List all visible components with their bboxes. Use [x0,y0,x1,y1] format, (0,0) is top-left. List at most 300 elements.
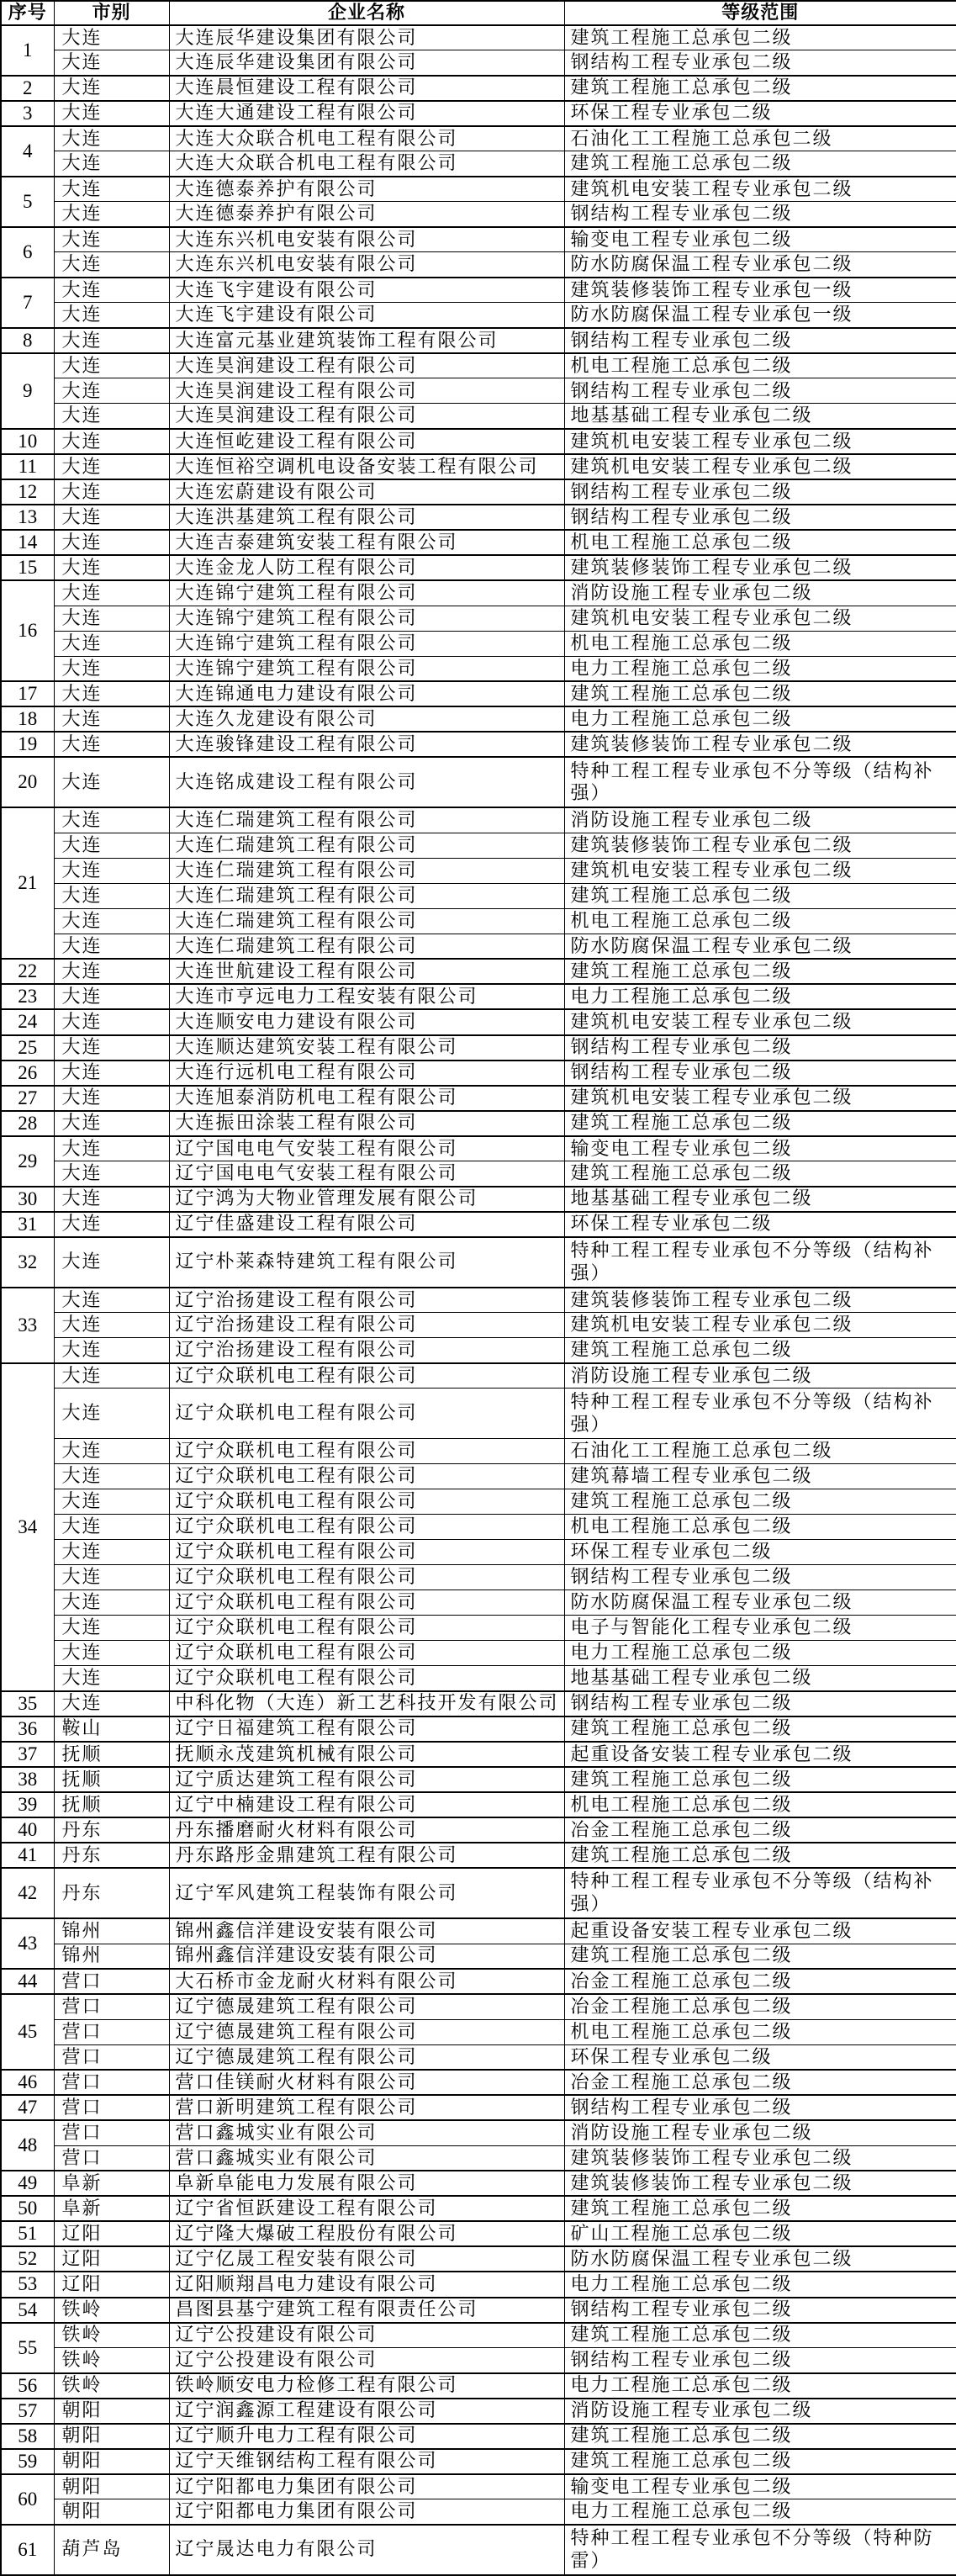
grade-cell: 建筑工程施工总承包二级 [564,1338,956,1363]
company-cell: 辽宁佳盛建设工程有限公司 [169,1212,564,1237]
table-row [1,2424,956,2449]
table-row [1,1515,956,1540]
row-number-cell: 58 [1,2424,54,2449]
grade-cell: 钢结构工程专业承包二级 [564,328,956,353]
table-row [1,2095,956,2120]
company-cell: 大连洪基建筑工程有限公司 [169,505,564,530]
city-cell: 大连 [54,378,169,404]
company-cell: 大连振田涂装工程有限公司 [169,1111,564,1136]
company-cell: 大连东兴机电安装有限公司 [169,227,564,252]
company-cell: 辽宁众联机电工程有限公司 [169,1641,564,1666]
city-cell: 辽阳 [54,2272,169,2297]
grade-cell: 钢结构工程专业承包二级 [564,378,956,404]
table-row [1,328,956,353]
column-header-no: 序号 [1,1,54,25]
grade-cell: 机电工程施工总承包二级 [564,1515,956,1540]
table-row [1,2070,956,2095]
company-cell: 大连吉泰建筑安装工程有限公司 [169,530,564,555]
table-row [1,2019,956,2044]
grade-cell: 机电工程施工总承包二级 [564,2019,956,2044]
company-cell: 辽宁阳都电力集团有限公司 [169,2499,564,2525]
city-cell: 大连 [54,202,169,227]
header-row [1,1,956,25]
grade-cell: 建筑工程施工总承包二级 [564,1944,956,1969]
grade-cell: 地基基础工程专业承包二级 [564,1666,956,1691]
company-cell: 辽宁众联机电工程有限公司 [169,1565,564,1590]
row-number-cell: 41 [1,1843,54,1868]
company-cell: 大连锦宁建筑工程有限公司 [169,656,564,681]
table-row [1,353,956,378]
table-row [1,76,956,101]
grade-cell: 机电工程施工总承包二级 [564,908,956,934]
table-row [1,126,956,151]
city-cell: 大连 [54,25,169,50]
row-number-cell: 28 [1,1111,54,1136]
table-row [1,2044,956,2070]
table-row [1,1666,956,1691]
table-row [1,1616,956,1641]
row-number-cell: 55 [1,2323,54,2373]
row-number-cell: 12 [1,479,54,505]
city-cell: 朝阳 [54,2424,169,2449]
company-cell: 大连锦宁建筑工程有限公司 [169,580,564,606]
company-cell: 锦州鑫信洋建设安装有限公司 [169,1918,564,1944]
row-number-cell: 21 [1,807,54,959]
column-header-city: 市别 [54,1,169,25]
grade-cell: 电力工程施工总承包二级 [564,984,956,1009]
city-cell: 大连 [54,1086,169,1111]
row-number-cell: 57 [1,2399,54,2424]
grade-cell: 冶金工程施工总承包二级 [564,1994,956,2019]
city-cell: 营口 [54,2070,169,2095]
city-cell: 辽阳 [54,2246,169,2272]
city-cell: 锦州 [54,1944,169,1969]
row-number-cell: 25 [1,1035,54,1061]
grade-cell: 建筑装修装饰工程专业承包二级 [564,555,956,580]
grade-cell: 输变电工程专业承包二级 [564,2474,956,2499]
row-number-cell: 56 [1,2373,54,2399]
grade-cell: 防水防腐保温工程专业承包二级 [564,2246,956,2272]
company-cell: 大连德泰养护有限公司 [169,177,564,202]
city-cell: 大连 [54,934,169,959]
table-row [1,2196,956,2221]
row-number-cell: 26 [1,1061,54,1086]
company-cell: 辽宁治扬建设工程有限公司 [169,1338,564,1363]
company-cell: 大连宏蔚建设有限公司 [169,479,564,505]
grade-cell: 建筑工程施工总承包二级 [564,1161,956,1187]
company-cell: 辽宁朴莱森特建筑工程有限公司 [169,1237,564,1288]
grade-cell: 电力工程施工总承包二级 [564,1641,956,1666]
row-number-cell: 9 [1,353,54,429]
city-cell: 铁岭 [54,2348,169,2373]
row-number-cell: 17 [1,681,54,706]
city-cell: 大连 [54,101,169,126]
grade-cell: 建筑工程施工总承包二级 [564,2449,956,2474]
company-cell: 大连顺达建筑安装工程有限公司 [169,1035,564,1061]
table-row [1,1969,956,1994]
company-cell: 辽宁鸿为大物业管理发展有限公司 [169,1187,564,1212]
grade-cell: 钢结构工程专业承包二级 [564,505,956,530]
table-row [1,202,956,227]
company-cell: 抚顺永茂建筑机械有限公司 [169,1742,564,1767]
company-cell: 中科化物（大连）新工艺科技开发有限公司 [169,1691,564,1716]
table-row [1,883,956,908]
grade-cell: 建筑工程施工总承包二级 [564,1489,956,1515]
table-row [1,1464,956,1489]
company-cell: 大连晨恒建设工程有限公司 [169,76,564,101]
city-cell: 大连 [54,1161,169,1187]
table-row [1,2373,956,2399]
city-cell: 营口 [54,1994,169,2019]
grade-cell: 矿山工程施工总承包二级 [564,2221,956,2246]
city-cell: 大连 [54,1035,169,1061]
company-cell: 辽宁治扬建设工程有限公司 [169,1313,564,1338]
city-cell: 大连 [54,1515,169,1540]
city-cell: 大连 [54,908,169,934]
table-row [1,1641,956,1666]
company-cell: 辽宁众联机电工程有限公司 [169,1363,564,1389]
grade-cell: 建筑装修装饰工程专业承包一级 [564,278,956,303]
city-cell: 鞍山 [54,1716,169,1742]
grade-cell: 防水防腐保温工程专业承包二级 [564,1590,956,1616]
table-row [1,833,956,858]
table-row [1,1389,956,1439]
city-cell: 大连 [54,1691,169,1716]
city-cell: 大连 [54,706,169,732]
grade-cell: 地基基础工程专业承包二级 [564,1187,956,1212]
city-cell: 大连 [54,1313,169,1338]
company-cell: 大连昊润建设工程有限公司 [169,353,564,378]
row-number-cell: 61 [1,2525,54,2575]
grade-cell: 起重设备安装工程专业承包二级 [564,1918,956,1944]
grade-cell: 钢结构工程专业承包二级 [564,1691,956,1716]
company-cell: 营口鑫城实业有限公司 [169,2120,564,2145]
grade-cell: 机电工程施工总承包二级 [564,1792,956,1817]
company-cell: 辽宁众联机电工程有限公司 [169,1540,564,1565]
table-row [1,2525,956,2575]
city-cell: 大连 [54,984,169,1009]
city-cell: 大连 [54,227,169,252]
grade-cell: 机电工程施工总承包二级 [564,631,956,656]
row-number-cell: 8 [1,328,54,353]
grade-cell: 建筑装修装饰工程专业承包二级 [564,732,956,757]
company-cell: 辽宁公投建设有限公司 [169,2323,564,2348]
table-row [1,2399,956,2424]
city-cell: 朝阳 [54,2449,169,2474]
company-cell: 辽宁国电电气安装工程有限公司 [169,1136,564,1161]
company-cell: 阜新阜能电力发展有限公司 [169,2171,564,2196]
city-cell: 辽阳 [54,2221,169,2246]
city-cell: 抚顺 [54,1767,169,1792]
company-cell: 丹东路彤金鼎建筑工程有限公司 [169,1843,564,1868]
city-cell: 大连 [54,1338,169,1363]
row-number-cell: 53 [1,2272,54,2297]
row-number-cell: 14 [1,530,54,555]
company-cell: 大连东兴机电安装有限公司 [169,252,564,278]
company-cell: 大连锦宁建筑工程有限公司 [169,606,564,631]
grade-cell: 钢结构工程专业承包二级 [564,1061,956,1086]
city-cell: 大连 [54,1389,169,1439]
row-number-cell: 45 [1,1994,54,2070]
table-row [1,681,956,706]
company-cell: 辽宁隆大爆破工程股份有限公司 [169,2221,564,2246]
row-number-cell: 4 [1,126,54,177]
grade-cell: 建筑机电安装工程专业承包二级 [564,429,956,454]
city-cell: 大连 [54,1641,169,1666]
company-cell: 辽宁众联机电工程有限公司 [169,1464,564,1489]
city-cell: 大连 [54,807,169,833]
row-number-cell: 31 [1,1212,54,1237]
grade-cell: 消防设施工程专业承包二级 [564,1363,956,1389]
table-row [1,1817,956,1843]
company-cell: 丹东播磨耐火材料有限公司 [169,1817,564,1843]
grade-cell: 钢结构工程专业承包二级 [564,2298,956,2323]
row-number-cell: 48 [1,2120,54,2171]
grade-cell: 钢结构工程专业承包二级 [564,479,956,505]
row-number-cell: 49 [1,2171,54,2196]
company-cell: 大连锦通电力建设有限公司 [169,681,564,706]
city-cell: 大连 [54,631,169,656]
company-cell: 大连大众联合机电工程有限公司 [169,151,564,177]
grade-cell: 冶金工程施工总承包二级 [564,1817,956,1843]
table-row [1,252,956,278]
grade-cell: 建筑工程施工总承包二级 [564,1843,956,1868]
table-body [1,25,956,2575]
table-row [1,656,956,681]
city-cell: 大连 [54,606,169,631]
row-number-cell: 30 [1,1187,54,1212]
company-cell: 大连仁瑞建筑工程有限公司 [169,908,564,934]
city-cell: 大连 [54,1666,169,1691]
company-cell: 辽阳顺翔昌电力建设有限公司 [169,2272,564,2297]
company-cell: 大连金龙人防工程有限公司 [169,555,564,580]
company-cell: 营口鑫城实业有限公司 [169,2145,564,2171]
city-cell: 营口 [54,2044,169,2070]
grade-cell: 电力工程施工总承包二级 [564,2373,956,2399]
grade-cell: 建筑工程施工总承包二级 [564,151,956,177]
table-row [1,1994,956,2019]
table-row [1,2120,956,2145]
company-cell: 大连昊润建设工程有限公司 [169,404,564,429]
grade-cell: 石油化工工程施工总承包二级 [564,1439,956,1464]
city-cell: 大连 [54,833,169,858]
city-cell: 营口 [54,2120,169,2145]
table-row [1,2246,956,2272]
company-cell: 辽宁中楠建设工程有限公司 [169,1792,564,1817]
table-row [1,2272,956,2297]
company-cell: 辽宁众联机电工程有限公司 [169,1666,564,1691]
table-row [1,2499,956,2525]
grade-cell: 建筑装修装饰工程专业承包二级 [564,833,956,858]
table-row [1,2171,956,2196]
row-number-cell: 23 [1,984,54,1009]
city-cell: 大连 [54,555,169,580]
city-cell: 大连 [54,1237,169,1288]
grade-cell: 钢结构工程专业承包二级 [564,50,956,76]
table-row [1,303,956,328]
company-cell: 大连飞宇建设有限公司 [169,303,564,328]
table-row [1,606,956,631]
city-cell: 大连 [54,1288,169,1313]
company-cell: 辽宁众联机电工程有限公司 [169,1489,564,1515]
company-cell: 辽宁润鑫源工程建设有限公司 [169,2399,564,2424]
company-cell: 大连仁瑞建筑工程有限公司 [169,833,564,858]
city-cell: 大连 [54,50,169,76]
table-row [1,454,956,479]
table-row [1,1590,956,1616]
table-row [1,479,956,505]
table-row [1,2221,956,2246]
table-row [1,378,956,404]
company-cell: 营口新明建筑工程有限公司 [169,2095,564,2120]
grade-cell: 消防设施工程专业承包二级 [564,807,956,833]
table-row [1,2145,956,2171]
city-cell: 大连 [54,252,169,278]
city-cell: 大连 [54,505,169,530]
grade-cell: 电力工程施工总承包二级 [564,656,956,681]
row-number-cell: 59 [1,2449,54,2474]
city-cell: 大连 [54,1061,169,1086]
grade-cell: 机电工程施工总承包二级 [564,353,956,378]
grade-cell: 电力工程施工总承包二级 [564,706,956,732]
city-cell: 大连 [54,1540,169,1565]
company-cell: 大连辰华建设集团有限公司 [169,50,564,76]
grade-cell: 钢结构工程专业承包二级 [564,2348,956,2373]
table-header [1,1,956,25]
table-row [1,25,956,50]
table-row [1,1843,956,1868]
row-number-cell: 38 [1,1767,54,1792]
row-number-cell: 60 [1,2474,54,2525]
row-number-cell: 46 [1,2070,54,2095]
grade-cell: 建筑机电安装工程专业承包二级 [564,454,956,479]
table-row [1,807,956,833]
row-number-cell: 22 [1,959,54,984]
table-row [1,2323,956,2348]
table-row [1,1111,956,1136]
company-cell: 辽宁省恒跃建设工程有限公司 [169,2196,564,2221]
table-row [1,404,956,429]
city-cell: 大连 [54,303,169,328]
company-cell: 大连铭成建设工程有限公司 [169,757,564,807]
grade-cell: 建筑机电安装工程专业承包二级 [564,858,956,883]
company-cell: 辽宁亿晟工程安装有限公司 [169,2246,564,2272]
row-number-cell: 15 [1,555,54,580]
table-row [1,530,956,555]
grade-cell: 起重设备安装工程专业承包二级 [564,1742,956,1767]
row-number-cell: 10 [1,429,54,454]
city-cell: 丹东 [54,1817,169,1843]
company-cell: 大连飞宇建设有限公司 [169,278,564,303]
grade-cell: 钢结构工程专业承包二级 [564,1565,956,1590]
company-cell: 大连世航建设工程有限公司 [169,959,564,984]
company-cell: 大连市亨远电力工程安装有限公司 [169,984,564,1009]
row-number-cell: 52 [1,2246,54,2272]
grade-cell: 特种工程工程专业承包不分等级（特种防雷） [564,2525,956,2575]
row-number-cell: 2 [1,76,54,101]
company-cell: 辽宁众联机电工程有限公司 [169,1590,564,1616]
table-row [1,2449,956,2474]
company-cell: 辽宁天维钢结构工程有限公司 [169,2449,564,2474]
row-number-cell: 24 [1,1009,54,1034]
row-number-cell: 36 [1,1716,54,1742]
column-header-grade: 等级范围 [564,1,956,25]
row-number-cell: 42 [1,1868,54,1918]
row-number-cell: 1 [1,25,54,76]
city-cell: 葫芦岛 [54,2525,169,2575]
company-cell: 辽宁德晟建筑工程有限公司 [169,2044,564,2070]
table-row [1,1565,956,1590]
table-row [1,1338,956,1363]
company-cell: 辽宁众联机电工程有限公司 [169,1439,564,1464]
grade-cell: 电力工程施工总承包二级 [564,2499,956,2525]
grade-cell: 钢结构工程专业承包二级 [564,2095,956,2120]
city-cell: 大连 [54,328,169,353]
city-cell: 大连 [54,76,169,101]
table-row [1,1944,956,1969]
company-cell: 大连德泰养护有限公司 [169,202,564,227]
grade-cell: 输变电工程专业承包二级 [564,227,956,252]
grade-cell: 建筑工程施工总承包二级 [564,681,956,706]
table-row [1,1288,956,1313]
city-cell: 大连 [54,1363,169,1389]
company-cell: 大连旭泰消防机电工程有限公司 [169,1086,564,1111]
grade-cell: 石油化工工程施工总承包二级 [564,126,956,151]
row-number-cell: 19 [1,732,54,757]
grade-cell: 电力工程施工总承包二级 [564,2272,956,2297]
company-cell: 辽宁阳都电力集团有限公司 [169,2474,564,2499]
grade-cell: 电子与智能化工程专业承包二级 [564,1616,956,1641]
company-cell: 大连富元基业建筑装饰工程有限公司 [169,328,564,353]
city-cell: 大连 [54,278,169,303]
grade-cell: 建筑机电安装工程专业承包二级 [564,1313,956,1338]
company-cell: 大连仁瑞建筑工程有限公司 [169,934,564,959]
grade-cell: 环保工程专业承包二级 [564,2044,956,2070]
grade-cell: 特种工程工程专业承包不分等级（结构补强） [564,1237,956,1288]
company-cell: 铁岭顺安电力检修工程有限公司 [169,2373,564,2399]
company-cell: 辽宁质达建筑工程有限公司 [169,1767,564,1792]
column-header-company: 企业名称 [169,1,564,25]
row-number-cell: 27 [1,1086,54,1111]
table-row [1,757,956,807]
row-number-cell: 35 [1,1691,54,1716]
table-row [1,151,956,177]
row-number-cell: 40 [1,1817,54,1843]
table-row [1,1161,956,1187]
city-cell: 阜新 [54,2171,169,2196]
city-cell: 大连 [54,429,169,454]
row-number-cell: 44 [1,1969,54,1994]
grade-cell: 建筑工程施工总承包二级 [564,76,956,101]
company-cell: 大连久龙建设有限公司 [169,706,564,732]
table-row [1,959,956,984]
table-row [1,50,956,76]
grade-cell: 输变电工程专业承包二级 [564,1136,956,1161]
city-cell: 大连 [54,1111,169,1136]
city-cell: 朝阳 [54,2474,169,2499]
table-row [1,1313,956,1338]
row-number-cell: 47 [1,2095,54,2120]
company-cell: 辽宁日福建筑工程有限公司 [169,1716,564,1742]
table-row [1,908,956,934]
row-number-cell: 39 [1,1792,54,1817]
grade-cell: 地基基础工程专业承包二级 [564,404,956,429]
company-cell: 辽宁众联机电工程有限公司 [169,1616,564,1641]
grade-cell: 机电工程施工总承包二级 [564,530,956,555]
row-number-cell: 3 [1,101,54,126]
city-cell: 朝阳 [54,2499,169,2525]
company-cell: 辽宁公投建设有限公司 [169,2348,564,2373]
